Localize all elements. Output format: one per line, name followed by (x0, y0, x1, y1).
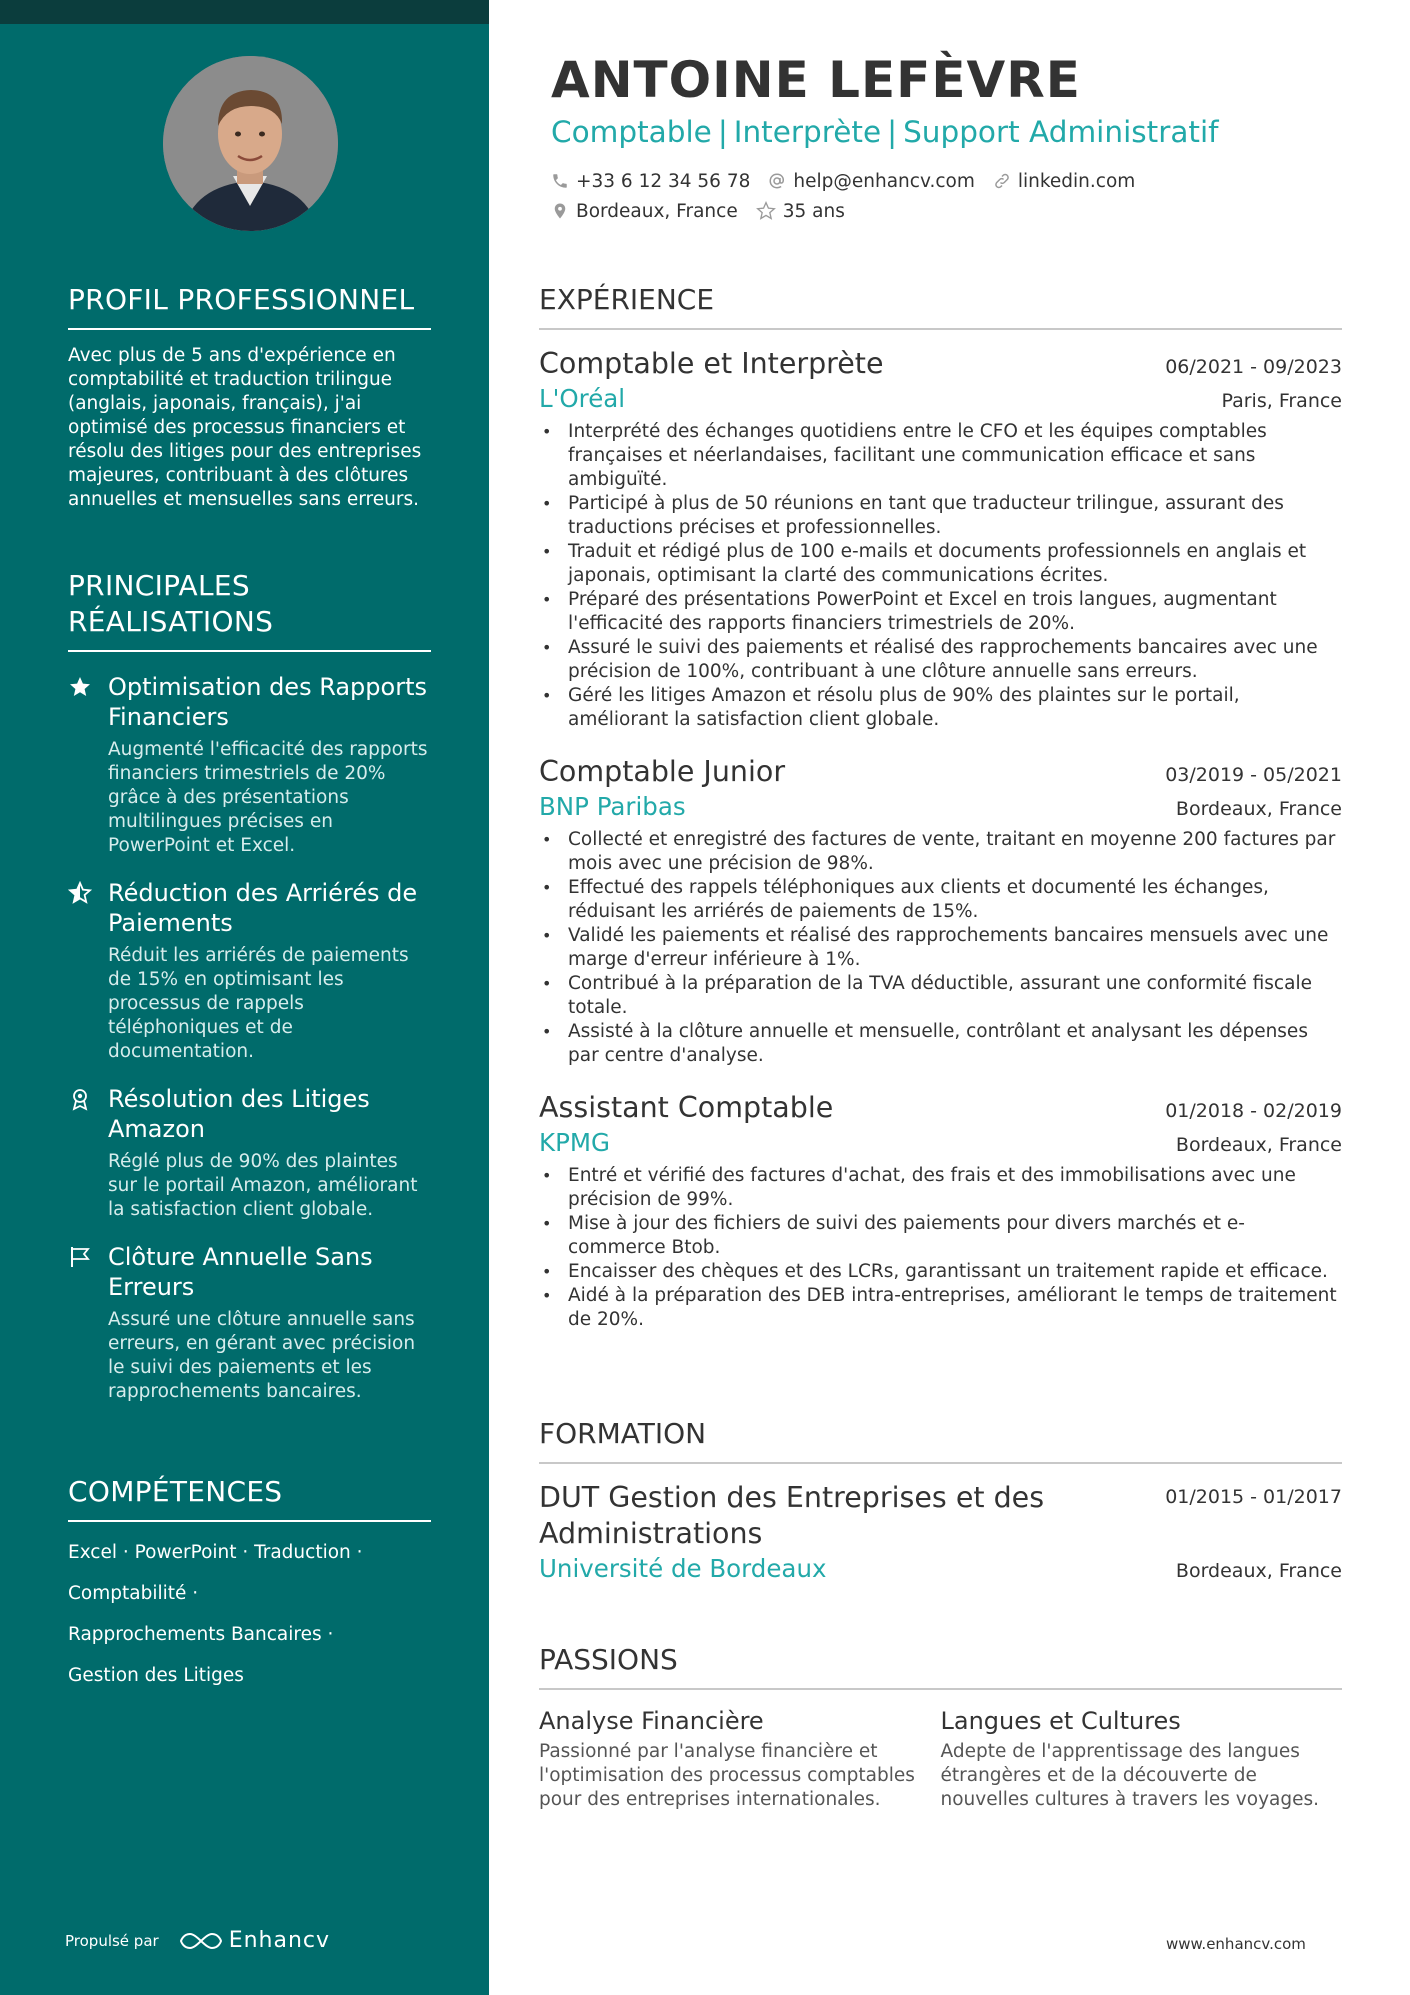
phone-icon (551, 172, 569, 190)
bullet-item: • Effectué des rappels téléphoniques aux clients et documenté les échanges, réduisant les arriérés de paiements de 15%. (539, 876, 1342, 924)
bullet-item: • Préparé des présentations PowerPoint et Excel en trois langues, augmentant l'efficacité des rapports financiers trimestriels de 20%. (539, 588, 1342, 636)
location-contact (551, 201, 738, 222)
degree-title: DUT Gestion des Entreprises et des Administrations (539, 1481, 1045, 1550)
achievement-title: Résolution des Litiges Amazon (108, 1085, 370, 1143)
profile-heading: PROFIL PROFESSIONNEL (68, 282, 431, 330)
education-entry (539, 1480, 1342, 1586)
sidebar-top-bar (0, 0, 489, 24)
skills-line: Rapprochements Bancaires · (68, 1624, 334, 1645)
passion-item (941, 1704, 1343, 1812)
job-title-1: Comptable (551, 115, 712, 149)
star-icon (68, 675, 94, 701)
location-pin-icon (551, 202, 569, 220)
job-title: Comptable Junior (539, 755, 786, 788)
passion-title: Langues et Cultures (940, 1707, 1181, 1735)
job-title: Comptable et Interprète (539, 347, 884, 380)
school-name: Université de Bordeaux (539, 1554, 827, 1583)
at-sign-icon (768, 172, 786, 190)
job-location: Bordeaux, France (1175, 1134, 1342, 1156)
passions-section (539, 1642, 1342, 1812)
achievements-section (68, 568, 431, 1404)
achievement-title: Optimisation des Rapports Financiers (108, 673, 427, 731)
email-address: help@enhancv.com (793, 170, 975, 192)
education-location: Bordeaux, France (1175, 1560, 1342, 1582)
passions-list (539, 1704, 1342, 1812)
company-name: KPMG (539, 1128, 610, 1157)
passion-desc: Adepte de l'apprentissage des langues étrangères et de la découverte de nouvelles cultures à travers les voyages. (940, 1741, 1320, 1810)
achievement-desc: Réglé plus de 90% des plaintes sur le portail Amazon, améliorant la satisfaction client globale. (108, 1151, 418, 1220)
experience-heading: EXPÉRIENCE (539, 282, 1342, 330)
job-titles (551, 112, 1341, 152)
candidate-name: ANTOINE LEFÈVRE (551, 51, 1081, 109)
skills-line: Excel · PowerPoint · Traduction · (68, 1542, 363, 1563)
title-separator: | (717, 115, 728, 149)
passions-heading: PASSIONS (539, 1642, 1342, 1690)
resume-header (551, 50, 1341, 226)
education-heading: FORMATION (539, 1416, 1342, 1464)
phone-contact[interactable] (551, 171, 750, 192)
age-contact (756, 201, 845, 222)
achievement-item (68, 878, 431, 1064)
passion-item (539, 1704, 941, 1812)
bullet-item: • Collecté et enregistré des factures de vente, traitant en moyenne 200 factures par mois avec une précision de 98%. (539, 828, 1342, 876)
phone-number: +33 6 12 34 56 78 (576, 170, 751, 192)
job-title-2: Interprète (733, 115, 882, 149)
company-name: BNP Paribas (539, 792, 686, 821)
skills-line: Gestion des Litiges (68, 1665, 244, 1686)
powered-by (65, 1928, 330, 1953)
linkedin-url: linkedin.com (1017, 170, 1136, 192)
bullet-item: • Géré les litiges Amazon et résolu plus de 90% des plaintes sur le portail, améliorant la satisfaction client globale. (539, 684, 1342, 732)
education-section (539, 1416, 1342, 1586)
link-icon (993, 172, 1011, 190)
passion-title: Analyse Financière (539, 1707, 764, 1735)
bullet-item: • Assuré le suivi des paiements et réalisé des rapprochements bancaires avec une précision de 100%, contribuant à une clôture annuelle sans erreurs. (539, 636, 1342, 684)
bullet-item: • Encaisser des chèques et des LCRs, garantissant un traitement rapide et efficace. (539, 1260, 1342, 1284)
avatar (163, 56, 338, 231)
job-entry (539, 754, 1342, 1068)
achievement-desc: Assuré une clôture annuelle sans erreurs, en gérant avec précision le suivi des paiements et les rapprochements bancaires. (108, 1309, 416, 1402)
profile-section (68, 282, 431, 512)
powered-by-label: Propulsé par (65, 1931, 159, 1950)
skills-line: Comptabilité · (68, 1583, 199, 1604)
bullet-item: • Validé les paiements et réalisé des rapprochements bancaires mensuels avec une marge d'erreur inférieure à 1%. (539, 924, 1342, 972)
achievement-item (68, 1242, 431, 1404)
job-location: Paris, France (1221, 390, 1342, 412)
job-entry (539, 1090, 1342, 1332)
job-dates: 01/2018 - 02/2019 (1165, 1100, 1342, 1122)
achievement-item (68, 672, 431, 858)
job-entry (539, 346, 1342, 732)
profile-text: Avec plus de 5 ans d'expérience en comptabilité et traduction trilingue (anglais, japonais, français), j'ai optimisé des processus financiers et résolu des litiges pour des entreprises majeures, contribuant à des clôtures annuelles et mensuelles sans erreurs. (68, 345, 422, 510)
contact-info (551, 166, 1341, 226)
bullet-item: • Participé à plus de 50 réunions en tant que traducteur trilingue, assurant des traductions précises et professionnelles. (539, 492, 1342, 540)
company-name: L'Oréal (539, 384, 626, 413)
job-dates: 06/2021 - 09/2023 (1165, 356, 1342, 378)
enhancv-logo[interactable] (179, 1928, 330, 1953)
bullet-item: • Assisté à la clôture annuelle et mensuelle, contrôlant et analysant les dépenses par centre d'analyse. (539, 1020, 1342, 1068)
achievements-heading: PRINCIPALES RÉALISATIONS (68, 568, 431, 652)
footer-url[interactable]: www.enhancv.com (1166, 1935, 1306, 1953)
job-bullets (539, 1164, 1342, 1332)
job-dates: 03/2019 - 05/2021 (1165, 764, 1342, 786)
achievement-title: Clôture Annuelle Sans Erreurs (108, 1243, 373, 1301)
star-outline-icon (756, 201, 776, 221)
job-location: Bordeaux, France (1175, 798, 1342, 820)
age-text: 35 ans (782, 200, 845, 222)
half-star-icon (68, 881, 94, 907)
flag-icon (68, 1245, 94, 1271)
bullet-item: • Contribué à la préparation de la TVA déductible, assurant une conformité fiscale totale. (539, 972, 1342, 1020)
skills-list (68, 1532, 431, 1696)
job-bullets (539, 420, 1342, 732)
experience-section (539, 282, 1342, 1332)
linkedin-contact[interactable] (993, 171, 1135, 192)
job-title-3: Support Administratif (903, 115, 1219, 149)
achievement-title: Réduction des Arriérés de Paiements (108, 879, 418, 937)
location-text: Bordeaux, France (576, 200, 738, 222)
enhancv-logo-icon (179, 1930, 223, 1952)
job-title: Assistant Comptable (539, 1091, 834, 1124)
bullet-item: • Mise à jour des fichiers de suivi des paiements pour divers marchés et e-commerce Btob. (539, 1212, 1342, 1260)
bullet-item: • Entré et vérifié des factures d'achat, des frais et des immobilisations avec une précision de 99%. (539, 1164, 1342, 1212)
achievement-item (68, 1084, 431, 1222)
bullet-item: • Aidé à la préparation des DEB intra-entreprises, améliorant le temps de traitement de 20%. (539, 1284, 1342, 1332)
email-contact[interactable] (768, 171, 974, 192)
sidebar (0, 0, 489, 1995)
skills-section (68, 1474, 431, 1696)
brand-name: Enhancv (228, 1928, 331, 1953)
skills-heading: COMPÉTENCES (68, 1474, 431, 1522)
bullet-item: • Interprété des échanges quotidiens entre le CFO et les équipes comptables françaises et néerlandaises, facilitant une communication efficace et sans ambiguïté. (539, 420, 1342, 492)
award-ribbon-icon (68, 1087, 94, 1113)
title-separator: | (887, 115, 898, 149)
passion-desc: Passionné par l'analyse financière et l'optimisation des processus comptables pour des entreprises internationales. (539, 1741, 915, 1810)
education-dates: 01/2015 - 01/2017 (1165, 1486, 1342, 1508)
achievement-desc: Augmenté l'efficacité des rapports financiers trimestriels de 20% grâce à des présentations multilingues précises en PowerPoint et Excel. (108, 739, 428, 856)
job-bullets (539, 828, 1342, 1068)
bullet-item: • Traduit et rédigé plus de 100 e-mails et documents professionnels en anglais et japonais, optimisant la clarté des communications écrites. (539, 540, 1342, 588)
achievement-desc: Réduit les arriérés de paiements de 15% en optimisant les processus de rappels téléphoniques et de documentation. (108, 945, 409, 1062)
